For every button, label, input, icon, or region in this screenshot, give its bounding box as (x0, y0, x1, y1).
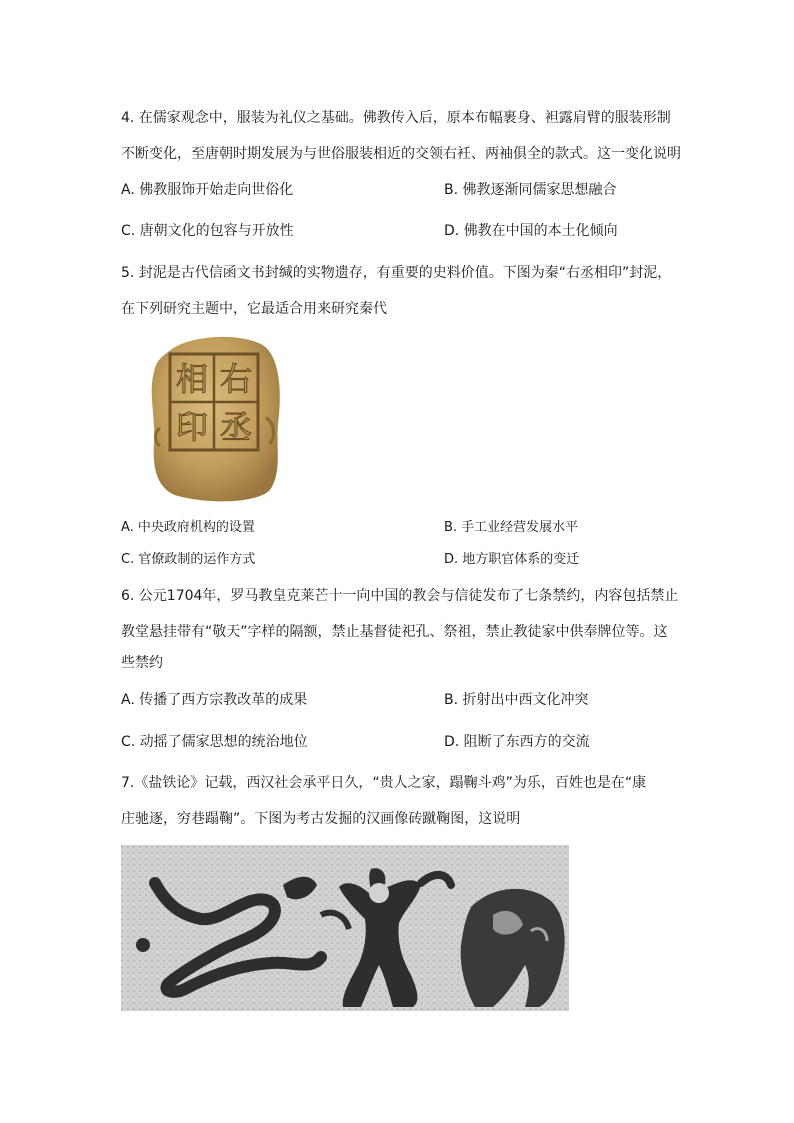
q6-option-b: B. 折射出中西文化冲突 (444, 692, 589, 708)
q6-option-d: D. 阻断了东西方的交流 (444, 734, 590, 750)
q4-option-c: C. 唐朝文化的包容与开放性 (121, 223, 294, 239)
han-brick-cuju-rubbing-image (121, 845, 569, 1011)
seal-char-xiang: 相 (175, 360, 209, 398)
q6-stem-line1: 6. 公元1704年，罗马教皇克莱芒十一向中国的教会与信徒发布了七条禁约，内容包括禁止 (121, 588, 679, 604)
q4-stem-line2: 不断变化，至唐朝时期发展为与世俗服装相近的交领右衽、两袖俱全的款式。这一变化说明 (121, 146, 681, 162)
q5-option-a: A. 中央政府机构的设置 (121, 520, 255, 535)
q6-option-a: A. 传播了西方宗教改革的成果 (121, 692, 308, 708)
q4-stem-line1: 4. 在儒家观念中，服装为礼仪之基础。佛教传入后，原本布幅裹身、袒露肩臂的服装形制 (121, 110, 671, 126)
q6-option-c: C. 动摇了儒家思想的统治地位 (121, 734, 308, 750)
q6-stem-line3: 些禁约 (121, 655, 163, 671)
seal-char-yin: 印 (175, 408, 209, 446)
q6-stem-line2: 教堂悬挂带有“敬天”字样的隔额，禁止基督徒祀孔、祭祖，禁止教徒家中供奉牌位等。这 (121, 624, 668, 640)
q4-option-d: D. 佛教在中国的本土化倾向 (444, 223, 618, 239)
q5-stem-line1: 5. 封泥是古代信函文书封缄的实物遗存，有重要的史料价值。下图为秦“右丞相印”封泥， (121, 265, 672, 281)
q5-stem-line2: 在下列研究主题中，它最适合用来研究秦代 (121, 301, 387, 317)
q5-option-b: B. 手工业经营发展水平 (444, 520, 579, 535)
clay-seal-image (148, 332, 282, 504)
q7-stem-line2: 庄驰逐，穷巷蹋鞠”。下图为考古发掘的汉画像砖蹴鞠图，这说明 (121, 811, 521, 827)
seal-char-cheng: 丞 (219, 408, 253, 446)
q4-option-b: B. 佛教逐渐同儒家思想融合 (444, 182, 617, 198)
q5-option-d: D. 地方职官体系的变迁 (444, 552, 580, 567)
seal-char-you: 右 (219, 360, 253, 398)
q5-option-c: C. 官僚政制的运作方式 (121, 552, 256, 567)
q4-option-a: A. 佛教服饰开始走向世俗化 (121, 182, 294, 198)
q7-stem-line1: 7.《盐铁论》记载，西汉社会承平日久，“贵人之家，蹋鞠斗鸡”为乐，百姓也是在“康 (121, 775, 647, 791)
